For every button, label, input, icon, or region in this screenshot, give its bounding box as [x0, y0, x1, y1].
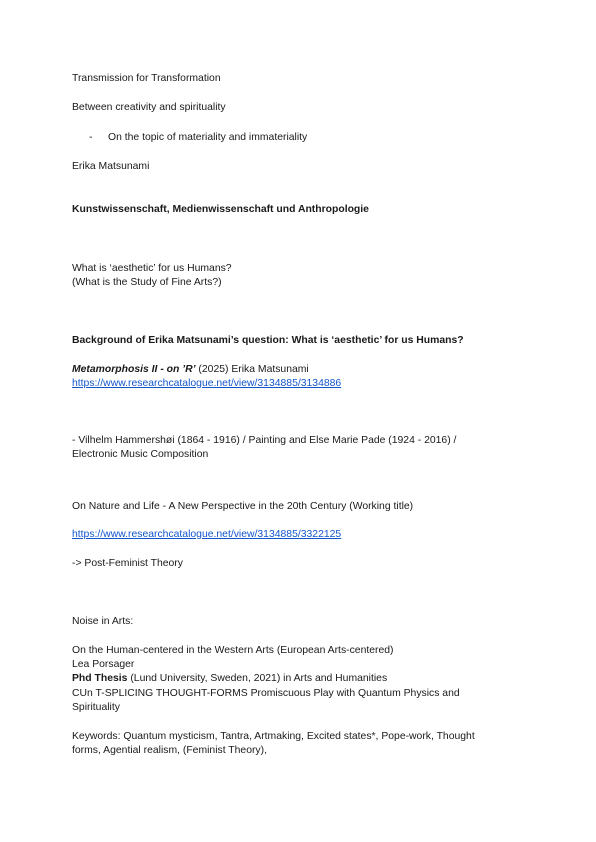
post-feminist-theory: -> Post-Feminist Theory	[72, 558, 183, 569]
phd-thesis-details: (Lund University, Sweden, 2021) in Arts and Humanities	[127, 673, 388, 684]
question-line-2: (What is the Study of Fine Arts?)	[72, 277, 222, 288]
author-name: Erika Matsunami	[72, 161, 150, 172]
hammershoi-line-2: Electronic Music Composition	[72, 449, 209, 460]
phd-thesis-line	[72, 672, 387, 685]
link-research-catalogue-2[interactable]	[72, 528, 341, 541]
work-title: Metamorphosis II - on ’R’	[72, 364, 196, 375]
lea-porsager: Lea Porsager	[72, 659, 135, 670]
noise-in-arts: Noise in Arts:	[72, 616, 134, 627]
question-line-1: What is ‘aesthetic’ for us Humans?	[72, 263, 232, 274]
phd-thesis-label: Phd Thesis	[72, 673, 128, 684]
background-heading: Background of Erika Matsunami’s question: What is ‘aesthetic’ for us Humans?	[72, 335, 464, 346]
work-citation	[72, 363, 309, 376]
thesis-title-line-2: Spirituality	[72, 702, 120, 713]
hammershoi-line-1: - Vilhelm Hammershøi (1864 - 1916) / Painting and Else Marie Pade (1924 - 2016) /	[72, 435, 457, 446]
department-heading: Kunstwissenschaft, Medienwissenschaft und Anthropologie	[72, 204, 369, 215]
bullet-marker: -	[89, 132, 93, 143]
document-subtitle: Between creativity and spirituality	[72, 102, 226, 113]
link-2-text[interactable]: https://www.researchcatalogue.net/view/3134885/3322125	[72, 529, 342, 540]
bullet-text: On the topic of materiality and immateriality	[108, 132, 308, 143]
nature-life-title: On Nature and Life - A New Perspective in the 20th Century (Working title)	[72, 501, 414, 512]
thesis-title-line-1: CUn T-SPLICING THOUGHT-FORMS Promiscuous Play with Quantum Physics and	[72, 688, 460, 699]
keywords-line-1: Keywords: Quantum mysticism, Tantra, Artmaking, Excited states*, Pope-work, Thought	[72, 731, 475, 742]
document-title: Transmission for Transformation	[72, 73, 221, 84]
work-details: (2025) Erika Matsunami	[195, 364, 309, 375]
human-centered-line: On the Human-centered in the Western Arts (European Arts-centered)	[72, 645, 394, 656]
keywords-line-2: forms, Agential realism, (Feminist Theory),	[72, 745, 267, 756]
link-1-text[interactable]: https://www.researchcatalogue.net/view/3134885/3134886	[72, 378, 342, 389]
link-research-catalogue-1[interactable]	[72, 377, 341, 390]
